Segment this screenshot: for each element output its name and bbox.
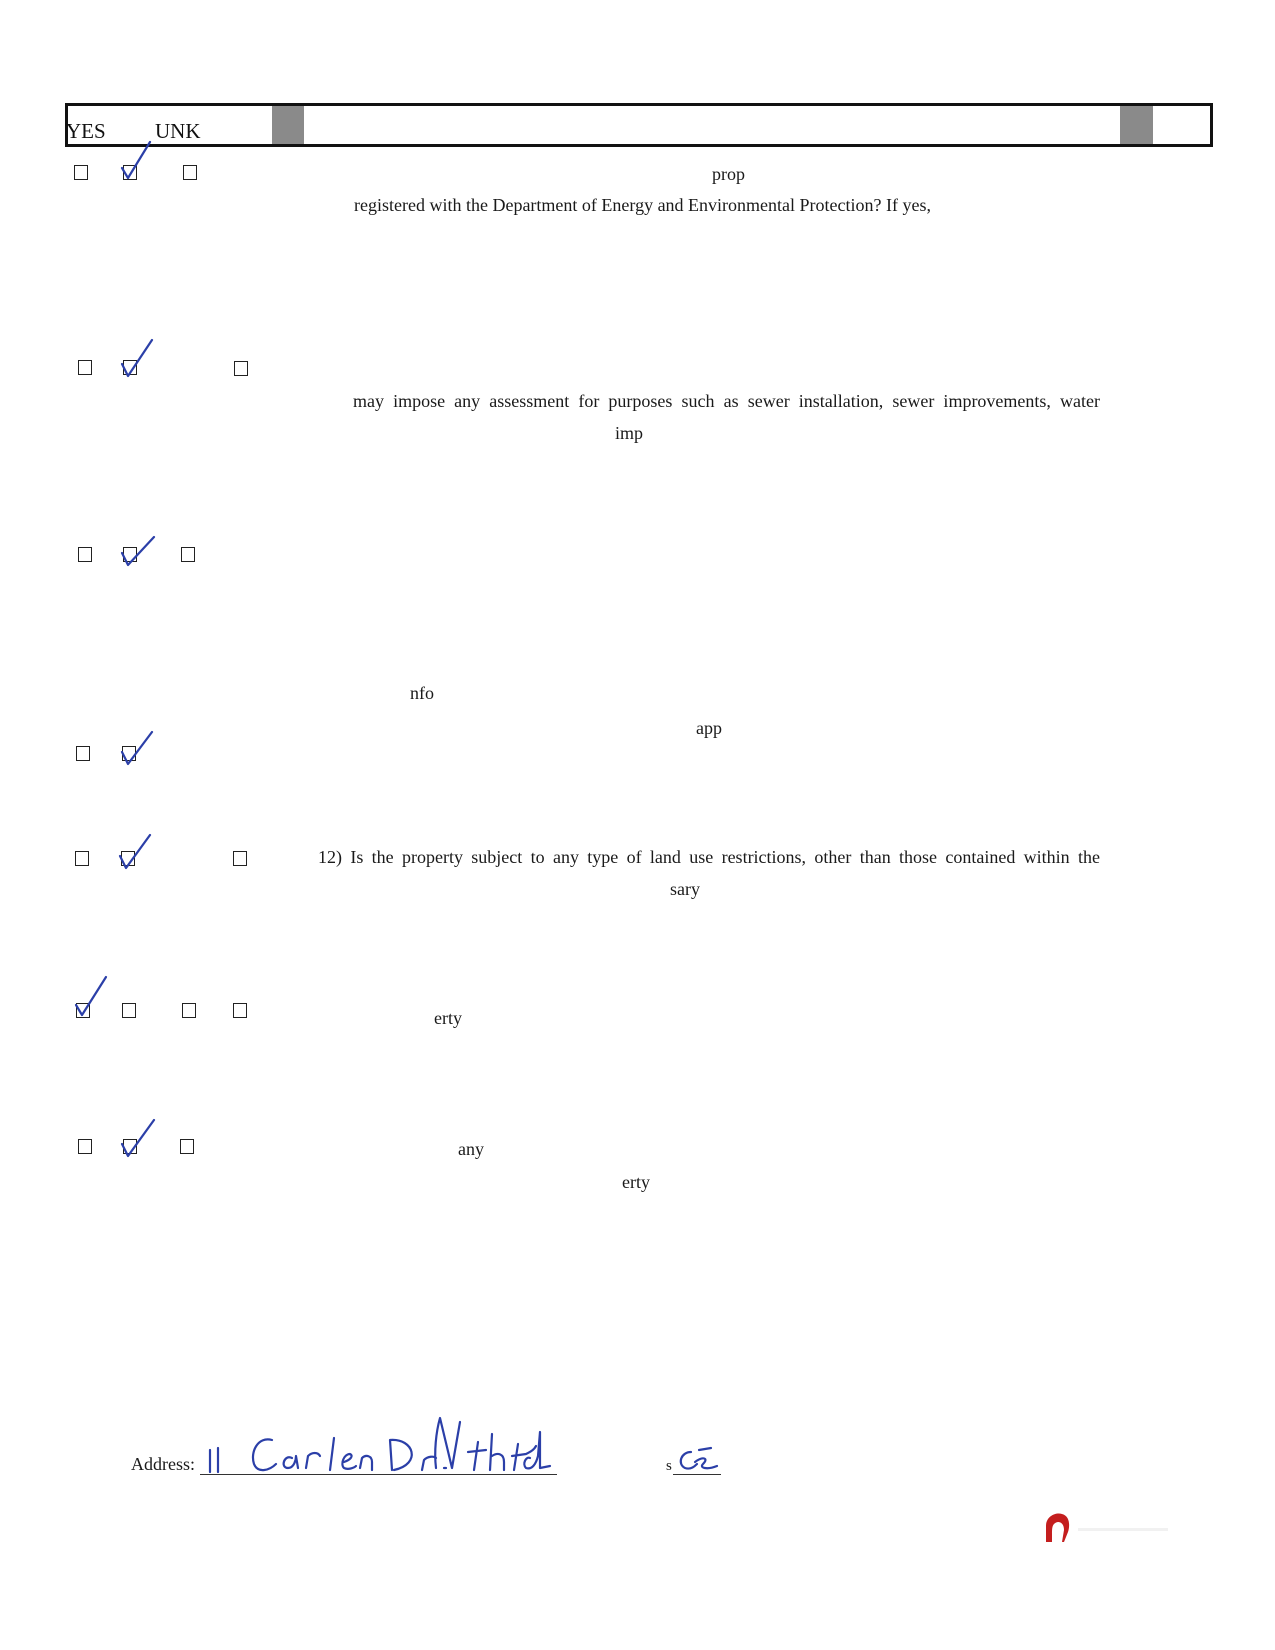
question-fragment: erty xyxy=(622,1172,650,1192)
checkbox-row5-yes[interactable] xyxy=(75,851,89,866)
handwritten-initials-icon xyxy=(673,1446,723,1476)
checkbox-row1-unk[interactable] xyxy=(183,165,197,180)
yes-column-label: YES xyxy=(66,119,106,143)
checkbox-row7-yes[interactable] xyxy=(78,1139,92,1154)
checkbox-row3-unk[interactable] xyxy=(181,547,195,562)
question-text: may impose any assessment for purposes such as sewer installation, sewer improvements, water xyxy=(353,391,1100,411)
checkbox-row2-unk[interactable] xyxy=(234,361,248,376)
checkbox-row6-na[interactable] xyxy=(233,1003,247,1018)
handwritten-checkmark-icon xyxy=(116,832,156,872)
checkbox-row6-unk[interactable] xyxy=(182,1003,196,1018)
question-fragment: app xyxy=(696,718,722,738)
address-label: Address: xyxy=(131,1454,195,1474)
question-text: registered with the Department of Energy and Environmental Protection? If yes, xyxy=(354,195,931,215)
handwritten-checkmark-icon xyxy=(118,140,158,180)
handwritten-checkmark-icon xyxy=(72,975,112,1015)
checkbox-row2-yes[interactable] xyxy=(78,360,92,375)
question-text: 12) Is the property subject to any type of land use restrictions, other than those contained within the xyxy=(318,847,1100,867)
column-header-bar xyxy=(65,103,1213,147)
header-shade-left xyxy=(272,106,304,144)
logo-icon xyxy=(1042,1512,1072,1544)
handwritten-checkmark-icon xyxy=(118,1118,158,1158)
question-fragment: sary xyxy=(670,879,700,899)
handwritten-checkmark-icon xyxy=(118,338,158,378)
checkbox-row3-yes[interactable] xyxy=(78,547,92,562)
checkbox-row4-yes[interactable] xyxy=(76,746,90,761)
checkbox-row6-no[interactable] xyxy=(122,1003,136,1018)
question-fragment: erty xyxy=(434,1008,462,1028)
unk-column-label: UNK xyxy=(155,119,201,143)
handwritten-address-icon xyxy=(200,1412,560,1478)
logo-faint-text xyxy=(1078,1528,1168,1531)
header-shade-right xyxy=(1120,106,1153,144)
question-fragment: prop xyxy=(712,164,745,184)
handwritten-checkmark-icon xyxy=(118,728,158,768)
checkbox-row5-unk[interactable] xyxy=(233,851,247,866)
checkbox-row7-unk[interactable] xyxy=(180,1139,194,1154)
question-fragment: any xyxy=(458,1139,484,1159)
question-fragment: imp xyxy=(615,423,644,443)
checkbox-row1-yes[interactable] xyxy=(74,165,88,180)
handwritten-checkmark-icon xyxy=(118,533,158,573)
question-fragment: nfo xyxy=(410,683,434,703)
signature-field-label: s xyxy=(666,1458,672,1474)
